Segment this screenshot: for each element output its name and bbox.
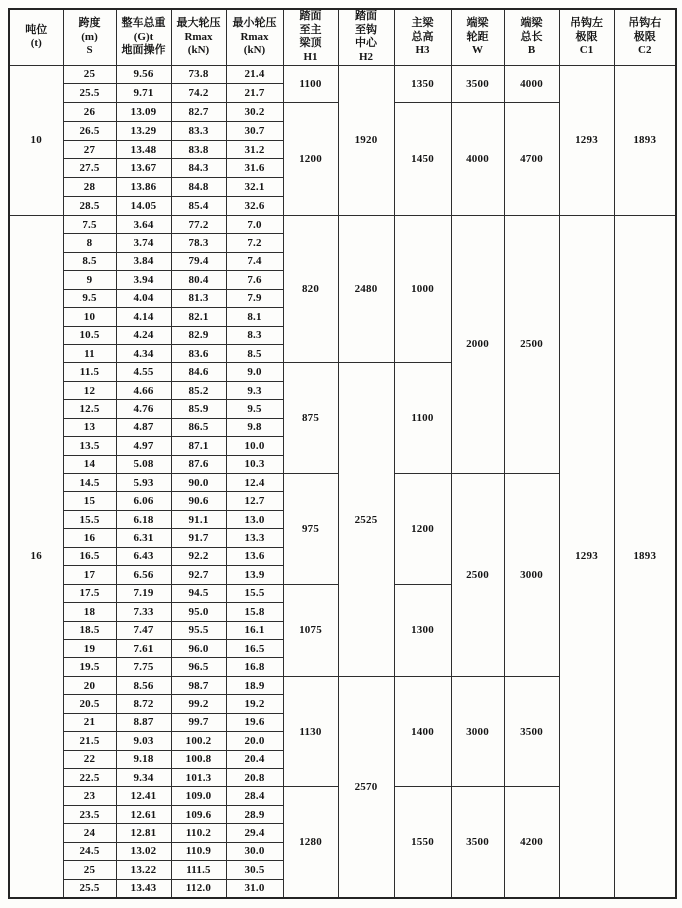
rmax-cell: 83.8 (171, 140, 226, 159)
weight-cell: 7.61 (116, 639, 171, 657)
weight-cell: 13.29 (116, 121, 171, 140)
span-cell: 28.5 (63, 197, 116, 216)
rmax-cell: 101.3 (171, 769, 226, 787)
rmax-cell: 112.0 (171, 879, 226, 897)
weight-cell: 3.84 (116, 252, 171, 270)
b-cell: 4200 (504, 787, 559, 898)
weight-cell: 4.24 (116, 326, 171, 344)
rmax-cell: 99.2 (171, 695, 226, 713)
weight-cell: 4.55 (116, 363, 171, 381)
rmin-cell: 29.4 (226, 824, 283, 842)
weight-cell: 9.03 (116, 732, 171, 750)
rmin-cell: 15.8 (226, 603, 283, 621)
rmin-cell: 7.0 (226, 215, 283, 233)
rmax-cell: 95.0 (171, 603, 226, 621)
rmax-cell: 90.0 (171, 474, 226, 492)
span-cell: 21.5 (63, 732, 116, 750)
rmax-cell: 100.2 (171, 732, 226, 750)
rmax-cell: 99.7 (171, 713, 226, 731)
weight-cell: 7.75 (116, 658, 171, 676)
w-cell: 2000 (451, 215, 504, 473)
rmin-cell: 13.3 (226, 529, 283, 547)
rmin-cell: 15.5 (226, 584, 283, 602)
h3-cell: 1000 (394, 215, 451, 363)
span-cell: 22 (63, 750, 116, 768)
header-total-weight: 整车总重 (G)t 地面操作 (116, 9, 171, 65)
rmax-cell: 92.7 (171, 566, 226, 584)
weight-cell: 12.41 (116, 787, 171, 805)
rmin-cell: 12.4 (226, 474, 283, 492)
weight-cell: 7.19 (116, 584, 171, 602)
rmin-cell: 12.7 (226, 492, 283, 510)
span-cell: 14 (63, 455, 116, 473)
b-cell: 4700 (504, 103, 559, 216)
weight-cell: 9.71 (116, 84, 171, 103)
span-cell: 16.5 (63, 547, 116, 565)
rmin-cell: 31.2 (226, 140, 283, 159)
span-cell: 26.5 (63, 121, 116, 140)
rmax-cell: 85.2 (171, 381, 226, 399)
span-cell: 26 (63, 103, 116, 122)
rmax-cell: 92.2 (171, 547, 226, 565)
rmin-cell: 16.5 (226, 639, 283, 657)
weight-cell: 9.34 (116, 769, 171, 787)
h1-cell: 1130 (283, 676, 338, 787)
weight-cell: 13.22 (116, 861, 171, 879)
span-cell: 15 (63, 492, 116, 510)
rmax-cell: 82.9 (171, 326, 226, 344)
h1-cell: 1200 (283, 103, 338, 216)
rmax-cell: 86.5 (171, 418, 226, 436)
h1-cell: 1100 (283, 65, 338, 103)
header-c2: 吊钩右 极限 C2 (614, 9, 676, 65)
h3-cell: 1450 (394, 103, 451, 216)
span-cell: 13 (63, 418, 116, 436)
h1-cell: 1075 (283, 584, 338, 676)
weight-cell: 4.76 (116, 400, 171, 418)
span-cell: 7.5 (63, 215, 116, 233)
span-cell: 25.5 (63, 879, 116, 897)
span-cell: 28 (63, 178, 116, 197)
span-cell: 17.5 (63, 584, 116, 602)
rmin-cell: 20.4 (226, 750, 283, 768)
weight-cell: 13.67 (116, 159, 171, 178)
rmax-cell: 84.8 (171, 178, 226, 197)
weight-cell: 8.56 (116, 676, 171, 694)
h2-cell: 2480 (338, 215, 394, 363)
span-cell: 21 (63, 713, 116, 731)
rmin-cell: 32.6 (226, 197, 283, 216)
rmin-cell: 9.3 (226, 381, 283, 399)
weight-cell: 5.08 (116, 455, 171, 473)
rmin-cell: 19.2 (226, 695, 283, 713)
rmax-cell: 110.9 (171, 842, 226, 860)
header-c1: 吊钩左 极限 C1 (559, 9, 614, 65)
w-cell: 2500 (451, 474, 504, 677)
b-cell: 3000 (504, 474, 559, 677)
rmax-cell: 77.2 (171, 215, 226, 233)
b-cell: 4000 (504, 65, 559, 103)
rmin-cell: 16.8 (226, 658, 283, 676)
rmin-cell: 7.4 (226, 252, 283, 270)
h1-cell: 875 (283, 363, 338, 474)
rmin-cell: 10.3 (226, 455, 283, 473)
weight-cell: 6.56 (116, 566, 171, 584)
weight-cell: 13.86 (116, 178, 171, 197)
rmin-cell: 28.9 (226, 805, 283, 823)
rmin-cell: 30.5 (226, 861, 283, 879)
span-cell: 27.5 (63, 159, 116, 178)
weight-cell: 4.04 (116, 289, 171, 307)
header-h2: 踏面 至钩 中心 H2 (338, 9, 394, 65)
h3-cell: 1200 (394, 474, 451, 585)
rmax-cell: 90.6 (171, 492, 226, 510)
rmax-cell: 87.1 (171, 437, 226, 455)
h3-cell: 1550 (394, 787, 451, 898)
rmin-cell: 9.8 (226, 418, 283, 436)
rmax-cell: 111.5 (171, 861, 226, 879)
tonnage-cell: 10 (9, 65, 63, 215)
weight-cell: 4.66 (116, 381, 171, 399)
span-cell: 12.5 (63, 400, 116, 418)
span-cell: 20 (63, 676, 116, 694)
rmin-cell: 32.1 (226, 178, 283, 197)
span-cell: 23 (63, 787, 116, 805)
rmin-cell: 21.7 (226, 84, 283, 103)
span-cell: 11 (63, 344, 116, 362)
rmax-cell: 100.8 (171, 750, 226, 768)
w-cell: 3500 (451, 65, 504, 103)
rmax-cell: 96.5 (171, 658, 226, 676)
weight-cell: 7.47 (116, 621, 171, 639)
rmin-cell: 9.5 (226, 400, 283, 418)
rmin-cell: 8.5 (226, 344, 283, 362)
weight-cell: 6.31 (116, 529, 171, 547)
span-cell: 23.5 (63, 805, 116, 823)
rmax-cell: 95.5 (171, 621, 226, 639)
rmax-cell: 84.6 (171, 363, 226, 381)
rmin-cell: 30.2 (226, 103, 283, 122)
rmax-cell: 110.2 (171, 824, 226, 842)
span-cell: 18 (63, 603, 116, 621)
h3-cell: 1350 (394, 65, 451, 103)
header-rmax: 最大轮压 Rmax (kN) (171, 9, 226, 65)
rmax-cell: 79.4 (171, 252, 226, 270)
span-cell: 14.5 (63, 474, 116, 492)
tonnage-cell: 16 (9, 215, 63, 897)
weight-cell: 5.93 (116, 474, 171, 492)
span-cell: 20.5 (63, 695, 116, 713)
h1-cell: 820 (283, 215, 338, 363)
b-cell: 2500 (504, 215, 559, 473)
weight-cell: 14.05 (116, 197, 171, 216)
rmin-cell: 13.6 (226, 547, 283, 565)
table-row (9, 215, 676, 233)
span-cell: 8 (63, 234, 116, 252)
rmin-cell: 13.9 (226, 566, 283, 584)
rmin-cell: 21.4 (226, 65, 283, 84)
span-cell: 11.5 (63, 363, 116, 381)
rmax-cell: 82.7 (171, 103, 226, 122)
weight-cell: 3.74 (116, 234, 171, 252)
weight-cell: 3.64 (116, 215, 171, 233)
span-cell: 25 (63, 65, 116, 84)
rmax-cell: 74.2 (171, 84, 226, 103)
weight-cell: 7.33 (116, 603, 171, 621)
span-cell: 12 (63, 381, 116, 399)
weight-cell: 4.97 (116, 437, 171, 455)
rmin-cell: 13.0 (226, 510, 283, 528)
rmin-cell: 16.1 (226, 621, 283, 639)
weight-cell: 9.18 (116, 750, 171, 768)
h2-cell: 2525 (338, 363, 394, 676)
h2-cell: 1920 (338, 65, 394, 215)
header-rmin: 最小轮压 Rmax (kN) (226, 9, 283, 65)
rmin-cell: 18.9 (226, 676, 283, 694)
rmin-cell: 19.6 (226, 713, 283, 731)
rmax-cell: 109.0 (171, 787, 226, 805)
weight-cell: 13.02 (116, 842, 171, 860)
rmax-cell: 91.7 (171, 529, 226, 547)
rmax-cell: 98.7 (171, 676, 226, 694)
rmax-cell: 84.3 (171, 159, 226, 178)
rmin-cell: 7.9 (226, 289, 283, 307)
c1-cell: 1293 (559, 65, 614, 215)
table-body (9, 65, 676, 898)
table-header (9, 9, 676, 65)
w-cell: 3000 (451, 676, 504, 787)
rmax-cell: 82.1 (171, 308, 226, 326)
span-cell: 16 (63, 529, 116, 547)
rmax-cell: 91.1 (171, 510, 226, 528)
span-cell: 15.5 (63, 510, 116, 528)
span-cell: 19 (63, 639, 116, 657)
header-tonnage: 吨位 (t) (9, 9, 63, 65)
weight-cell: 13.09 (116, 103, 171, 122)
rmax-cell: 83.3 (171, 121, 226, 140)
rmin-cell: 30.0 (226, 842, 283, 860)
rmax-cell: 80.4 (171, 271, 226, 289)
weight-cell: 8.87 (116, 713, 171, 731)
weight-cell: 3.94 (116, 271, 171, 289)
rmax-cell: 83.6 (171, 344, 226, 362)
w-cell: 4000 (451, 103, 504, 216)
span-cell: 22.5 (63, 769, 116, 787)
h1-cell: 1280 (283, 787, 338, 898)
weight-cell: 9.56 (116, 65, 171, 84)
weight-cell: 4.87 (116, 418, 171, 436)
rmax-cell: 78.3 (171, 234, 226, 252)
span-cell: 25 (63, 861, 116, 879)
rmax-cell: 87.6 (171, 455, 226, 473)
weight-cell: 6.18 (116, 510, 171, 528)
rmin-cell: 20.8 (226, 769, 283, 787)
weight-cell: 6.06 (116, 492, 171, 510)
weight-cell: 8.72 (116, 695, 171, 713)
header-span: 跨度 (m) S (63, 9, 116, 65)
weight-cell: 6.43 (116, 547, 171, 565)
c1-cell: 1293 (559, 215, 614, 897)
weight-cell: 12.61 (116, 805, 171, 823)
rmin-cell: 8.1 (226, 308, 283, 326)
weight-cell: 13.43 (116, 879, 171, 897)
weight-cell: 4.34 (116, 344, 171, 362)
rmax-cell: 81.3 (171, 289, 226, 307)
span-cell: 27 (63, 140, 116, 159)
w-cell: 3500 (451, 787, 504, 898)
header-h3: 主梁 总高 H3 (394, 9, 451, 65)
table-row (9, 65, 676, 84)
rmax-cell: 85.9 (171, 400, 226, 418)
rmax-cell: 109.6 (171, 805, 226, 823)
rmax-cell: 85.4 (171, 197, 226, 216)
rmin-cell: 8.3 (226, 326, 283, 344)
header-b: 端梁 总长 B (504, 9, 559, 65)
b-cell: 3500 (504, 676, 559, 787)
rmin-cell: 10.0 (226, 437, 283, 455)
rmin-cell: 7.6 (226, 271, 283, 289)
rmin-cell: 7.2 (226, 234, 283, 252)
rmin-cell: 30.7 (226, 121, 283, 140)
rmax-cell: 96.0 (171, 639, 226, 657)
span-cell: 10.5 (63, 326, 116, 344)
span-cell: 13.5 (63, 437, 116, 455)
header-w: 端梁 轮距 W (451, 9, 504, 65)
span-cell: 9 (63, 271, 116, 289)
span-cell: 24.5 (63, 842, 116, 860)
weight-cell: 4.14 (116, 308, 171, 326)
span-cell: 24 (63, 824, 116, 842)
span-cell: 25.5 (63, 84, 116, 103)
rmin-cell: 31.6 (226, 159, 283, 178)
rmin-cell: 31.0 (226, 879, 283, 897)
h1-cell: 975 (283, 474, 338, 585)
h3-cell: 1100 (394, 363, 451, 474)
rmin-cell: 9.0 (226, 363, 283, 381)
header-h1: 踏面 至主 梁顶 H1 (283, 9, 338, 65)
c2-cell: 1893 (614, 215, 676, 897)
span-cell: 17 (63, 566, 116, 584)
header-row (9, 9, 676, 65)
rmin-cell: 28.4 (226, 787, 283, 805)
c2-cell: 1893 (614, 65, 676, 215)
span-cell: 18.5 (63, 621, 116, 639)
weight-cell: 12.81 (116, 824, 171, 842)
span-cell: 19.5 (63, 658, 116, 676)
rmax-cell: 73.8 (171, 65, 226, 84)
h3-cell: 1300 (394, 584, 451, 676)
weight-cell: 13.48 (116, 140, 171, 159)
span-cell: 8.5 (63, 252, 116, 270)
h2-cell: 2570 (338, 676, 394, 897)
span-cell: 9.5 (63, 289, 116, 307)
span-cell: 10 (63, 308, 116, 326)
h3-cell: 1400 (394, 676, 451, 787)
spec-table (8, 8, 677, 899)
rmax-cell: 94.5 (171, 584, 226, 602)
rmin-cell: 20.0 (226, 732, 283, 750)
